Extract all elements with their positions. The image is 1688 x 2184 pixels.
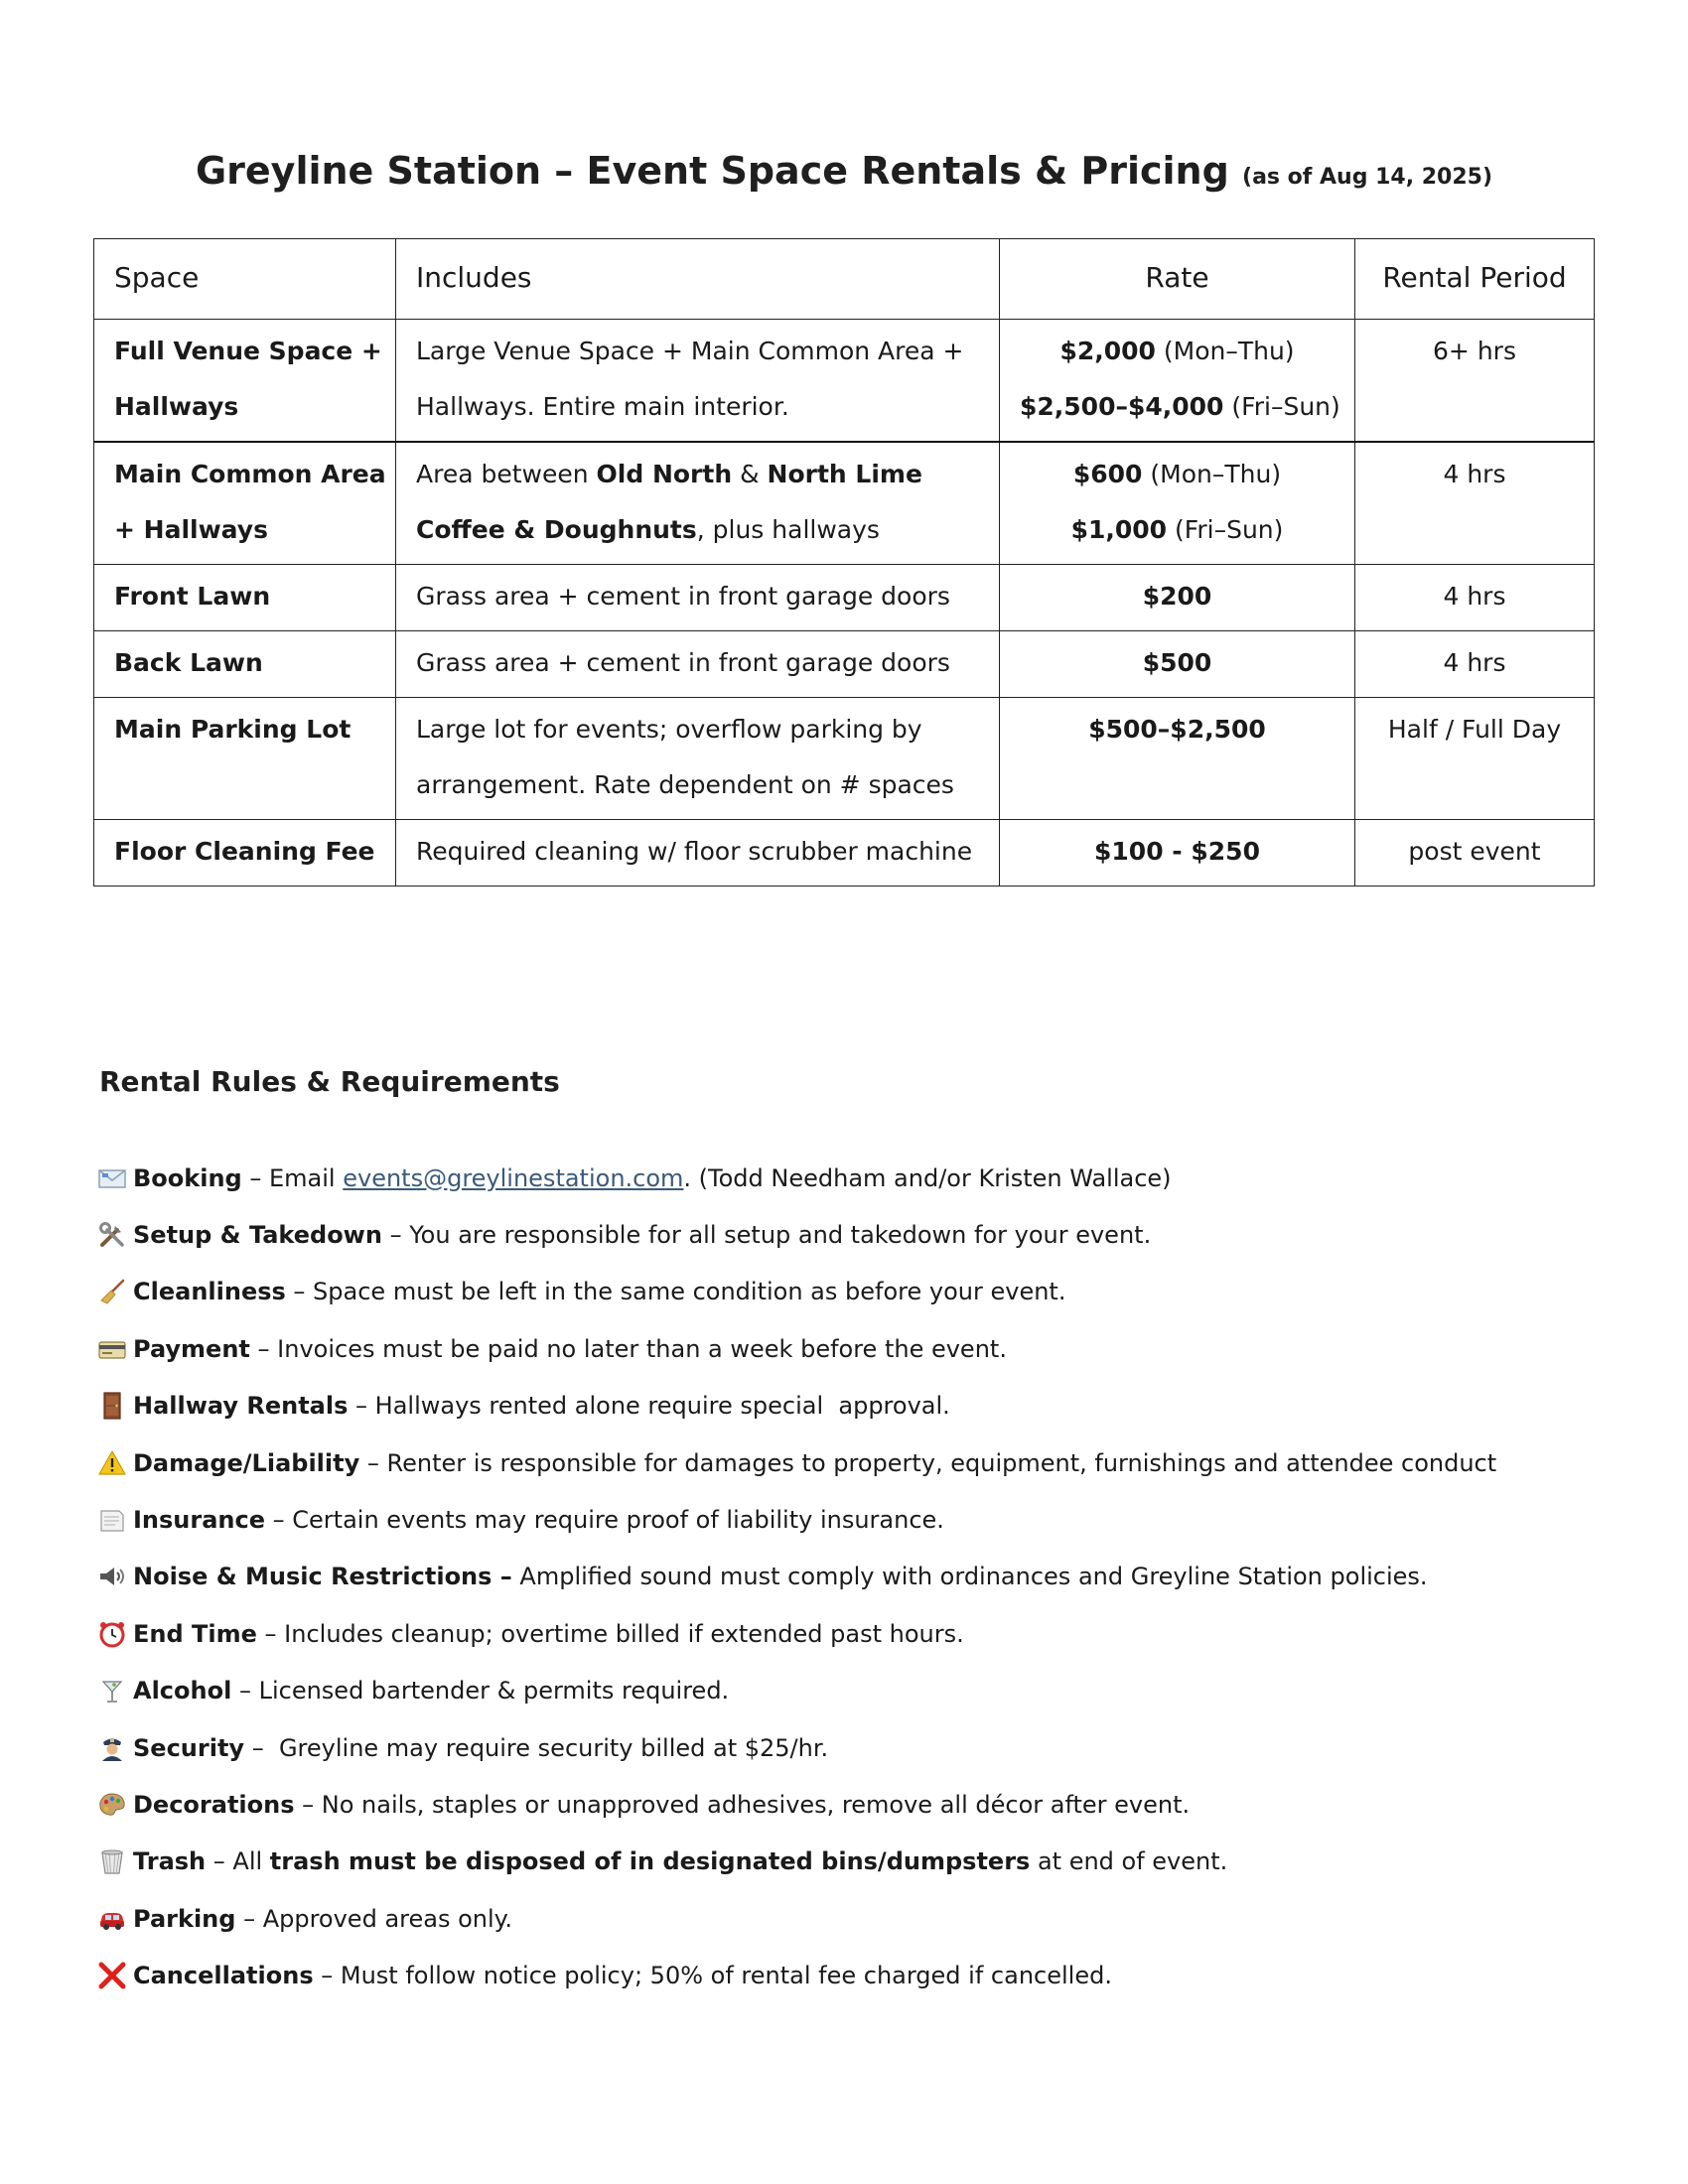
police-officer-icon: [97, 1733, 127, 1763]
rate-amount: $1,000: [1070, 515, 1168, 544]
space-cell: Floor Cleaning Fee: [94, 820, 396, 887]
rule-text: – Hallways rented alone require special approval.: [348, 1392, 950, 1421]
rate-cell: [1000, 820, 1355, 887]
rule-security: [97, 1719, 1626, 1776]
space-cell: Main Parking Lot: [94, 698, 396, 820]
rule-title: Parking: [133, 1904, 236, 1933]
rate-cell: [1000, 442, 1355, 565]
cross-mark-icon: [97, 1961, 127, 1990]
rate-days: (Fri–Sun): [1175, 515, 1284, 544]
rule-title: Cancellations: [133, 1962, 314, 1990]
includes-bold: North Lime: [767, 460, 922, 488]
rule-text: . (Todd Needham and/or Kristen Wallace): [683, 1163, 1172, 1192]
includes-bold: Coffee & Doughnuts: [416, 515, 697, 544]
includes-text: , plus hallways: [696, 515, 880, 544]
email-icon: [97, 1163, 127, 1193]
rate-amount: $100 - $250: [1094, 837, 1260, 866]
rule-hallway-rentals: [97, 1378, 1626, 1434]
rule-text-part: – All: [206, 1847, 270, 1876]
rule-title: Security: [133, 1733, 245, 1762]
space-line: Hallways: [114, 392, 239, 421]
palette-icon: [97, 1790, 127, 1820]
rate-amount: $200: [1142, 582, 1212, 611]
document-icon: [97, 1505, 127, 1535]
rule-payment: [97, 1320, 1626, 1377]
rule-text: – Approved areas only.: [235, 1904, 513, 1933]
rate-line: [1020, 379, 1340, 435]
rule-text-part: at end of event.: [1030, 1847, 1228, 1876]
table-row: [94, 698, 1595, 820]
car-icon: [97, 1904, 127, 1934]
space-cell: Front Lawn: [94, 565, 396, 631]
includes-cell: [396, 698, 1000, 820]
rate-amount: $500: [1142, 648, 1212, 677]
rate-cell: [1000, 698, 1355, 820]
rule-trash: [97, 1834, 1626, 1890]
rule-title: Trash: [133, 1847, 207, 1876]
includes-line: [416, 502, 979, 558]
rule-title: Alcohol: [133, 1677, 232, 1706]
rule-text: – Greyline may require security billed at $25/hr.: [244, 1733, 829, 1762]
includes-line: [416, 447, 979, 502]
rate-cell: [1000, 320, 1355, 443]
rule-insurance: [97, 1491, 1626, 1548]
table-row: [94, 631, 1595, 698]
title-text: Greyline Station – Event Space Rentals & Pricing: [195, 149, 1229, 193]
rule-end-time: [97, 1605, 1626, 1662]
includes-bold: Old North: [596, 460, 733, 488]
rule-text: [206, 1838, 1227, 1885]
rule-decorations: [97, 1776, 1626, 1833]
rules-heading: Rental Rules & Requirements: [99, 1065, 560, 1098]
warning-icon: [97, 1448, 127, 1478]
tools-icon: [97, 1220, 127, 1250]
rate-days: (Mon–Thu): [1150, 460, 1282, 488]
includes-cell: Grass area + cement in front garage doors: [396, 631, 1000, 698]
rate-amount: $500–$2,500: [1088, 715, 1266, 744]
cocktail-icon: [97, 1676, 127, 1706]
rule-setup: [97, 1206, 1626, 1263]
table-row: [94, 442, 1595, 565]
alarm-clock-icon: [97, 1619, 127, 1649]
rule-title: Insurance: [133, 1506, 266, 1535]
table-row: [94, 820, 1595, 887]
rule-noise-music: [97, 1549, 1626, 1605]
rule-damage-liability: [97, 1434, 1626, 1491]
rule-title: Noise & Music Restrictions –: [133, 1563, 512, 1591]
rule-title: Cleanliness: [133, 1278, 286, 1306]
space-line: Main Common Area: [114, 460, 386, 488]
includes-cell: Required cleaning w/ floor scrubber machine: [396, 820, 1000, 887]
rule-cancellations: [97, 1947, 1626, 2003]
space-cell: [94, 320, 396, 443]
rule-text: – Space must be left in the same condition as before your event.: [285, 1278, 1066, 1306]
rule-text: Amplified sound must comply with ordinances and Greyline Station policies.: [511, 1563, 1428, 1591]
column-header-space: Space: [94, 239, 396, 320]
period-cell: post event: [1355, 820, 1595, 887]
rule-text: – Certain events may require proof of liability insurance.: [265, 1506, 944, 1535]
title-date-note: (as of Aug 14, 2025): [1242, 165, 1493, 190]
includes-line: arrangement. Rate dependent on # spaces: [416, 770, 954, 799]
includes-text: Area between: [416, 460, 597, 488]
column-header-includes: Includes: [396, 239, 1000, 320]
rate-amount: $2,000: [1059, 337, 1156, 365]
rules-list: [97, 1150, 1626, 2004]
rule-text: – Email: [241, 1163, 344, 1192]
includes-line: Large Venue Space + Main Common Area +: [416, 337, 964, 365]
credit-card-icon: [97, 1334, 127, 1364]
rate-amount: $600: [1072, 460, 1143, 488]
period-cell: Half / Full Day: [1355, 698, 1595, 820]
rule-text: – Must follow notice policy; 50% of rental fee charged if cancelled.: [313, 1962, 1112, 1990]
rule-title: Damage/Liability: [133, 1448, 360, 1477]
rate-line: [1020, 502, 1335, 558]
table-header-row: [94, 239, 1595, 320]
table-row: [94, 320, 1595, 443]
column-header-rate: Rate: [1000, 239, 1355, 320]
rule-title: Decorations: [133, 1790, 295, 1819]
space-cell: [94, 442, 396, 565]
rule-title: Booking: [133, 1163, 242, 1192]
rule-text-bold: trash must be disposed of in designated bins/dumpsters: [269, 1847, 1031, 1876]
period-cell: 6+ hrs: [1355, 320, 1595, 443]
door-icon: [97, 1391, 127, 1421]
rule-cleanliness: [97, 1264, 1626, 1320]
space-line: + Hallways: [114, 515, 268, 544]
rule-text: – No nails, staples or unapproved adhesives, remove all décor after event.: [294, 1790, 1191, 1819]
speaker-icon: [97, 1562, 127, 1591]
space-cell: Back Lawn: [94, 631, 396, 698]
space-line: Full Venue Space +: [114, 337, 382, 365]
rule-text: – Includes cleanup; overtime billed if extended past hours.: [256, 1619, 964, 1648]
rule-alcohol: [97, 1663, 1626, 1719]
period-cell: 4 hrs: [1355, 442, 1595, 565]
rule-title: Setup & Takedown: [133, 1221, 382, 1250]
wastebasket-icon: [97, 1846, 127, 1876]
table-row: [94, 565, 1595, 631]
column-header-rental-period: Rental Period: [1355, 239, 1595, 320]
rate-cell: [1000, 631, 1355, 698]
rate-days: (Fri–Sun): [1231, 392, 1340, 421]
rule-title: Payment: [133, 1334, 250, 1363]
includes-cell: [396, 442, 1000, 565]
rule-text: – Invoices must be paid no later than a week before the event.: [249, 1334, 1007, 1363]
pricing-table: [93, 238, 1595, 887]
rule-text: – You are responsible for all setup and takedown for your event.: [381, 1221, 1152, 1250]
rate-cell: [1000, 565, 1355, 631]
rule-title: Hallway Rentals: [133, 1392, 349, 1421]
rule-text: – Renter is responsible for damages to property, equipment, furnishings and attendee conduct: [359, 1448, 1497, 1477]
period-cell: 4 hrs: [1355, 565, 1595, 631]
rate-amount: $2,500–$4,000: [1020, 392, 1224, 421]
rule-booking: [97, 1150, 1626, 1206]
includes-cell: Grass area + cement in front garage doors: [396, 565, 1000, 631]
rule-text: – Licensed bartender & permits required.: [231, 1677, 730, 1706]
period-cell: 4 hrs: [1355, 631, 1595, 698]
includes-line: Hallways. Entire main interior.: [416, 392, 789, 421]
broom-icon: [97, 1277, 127, 1306]
rate-line: [1020, 447, 1335, 502]
booking-email-link[interactable]: events@greylinestation.com: [343, 1163, 684, 1192]
includes-line: Large lot for events; overflow parking by: [416, 715, 922, 744]
includes-cell: [396, 320, 1000, 443]
includes-text: &: [732, 460, 768, 488]
page-title: [0, 149, 1688, 193]
rule-title: End Time: [133, 1619, 257, 1648]
rate-days: (Mon–Thu): [1163, 337, 1295, 365]
rule-parking: [97, 1890, 1626, 1947]
rate-line: [1020, 324, 1335, 379]
